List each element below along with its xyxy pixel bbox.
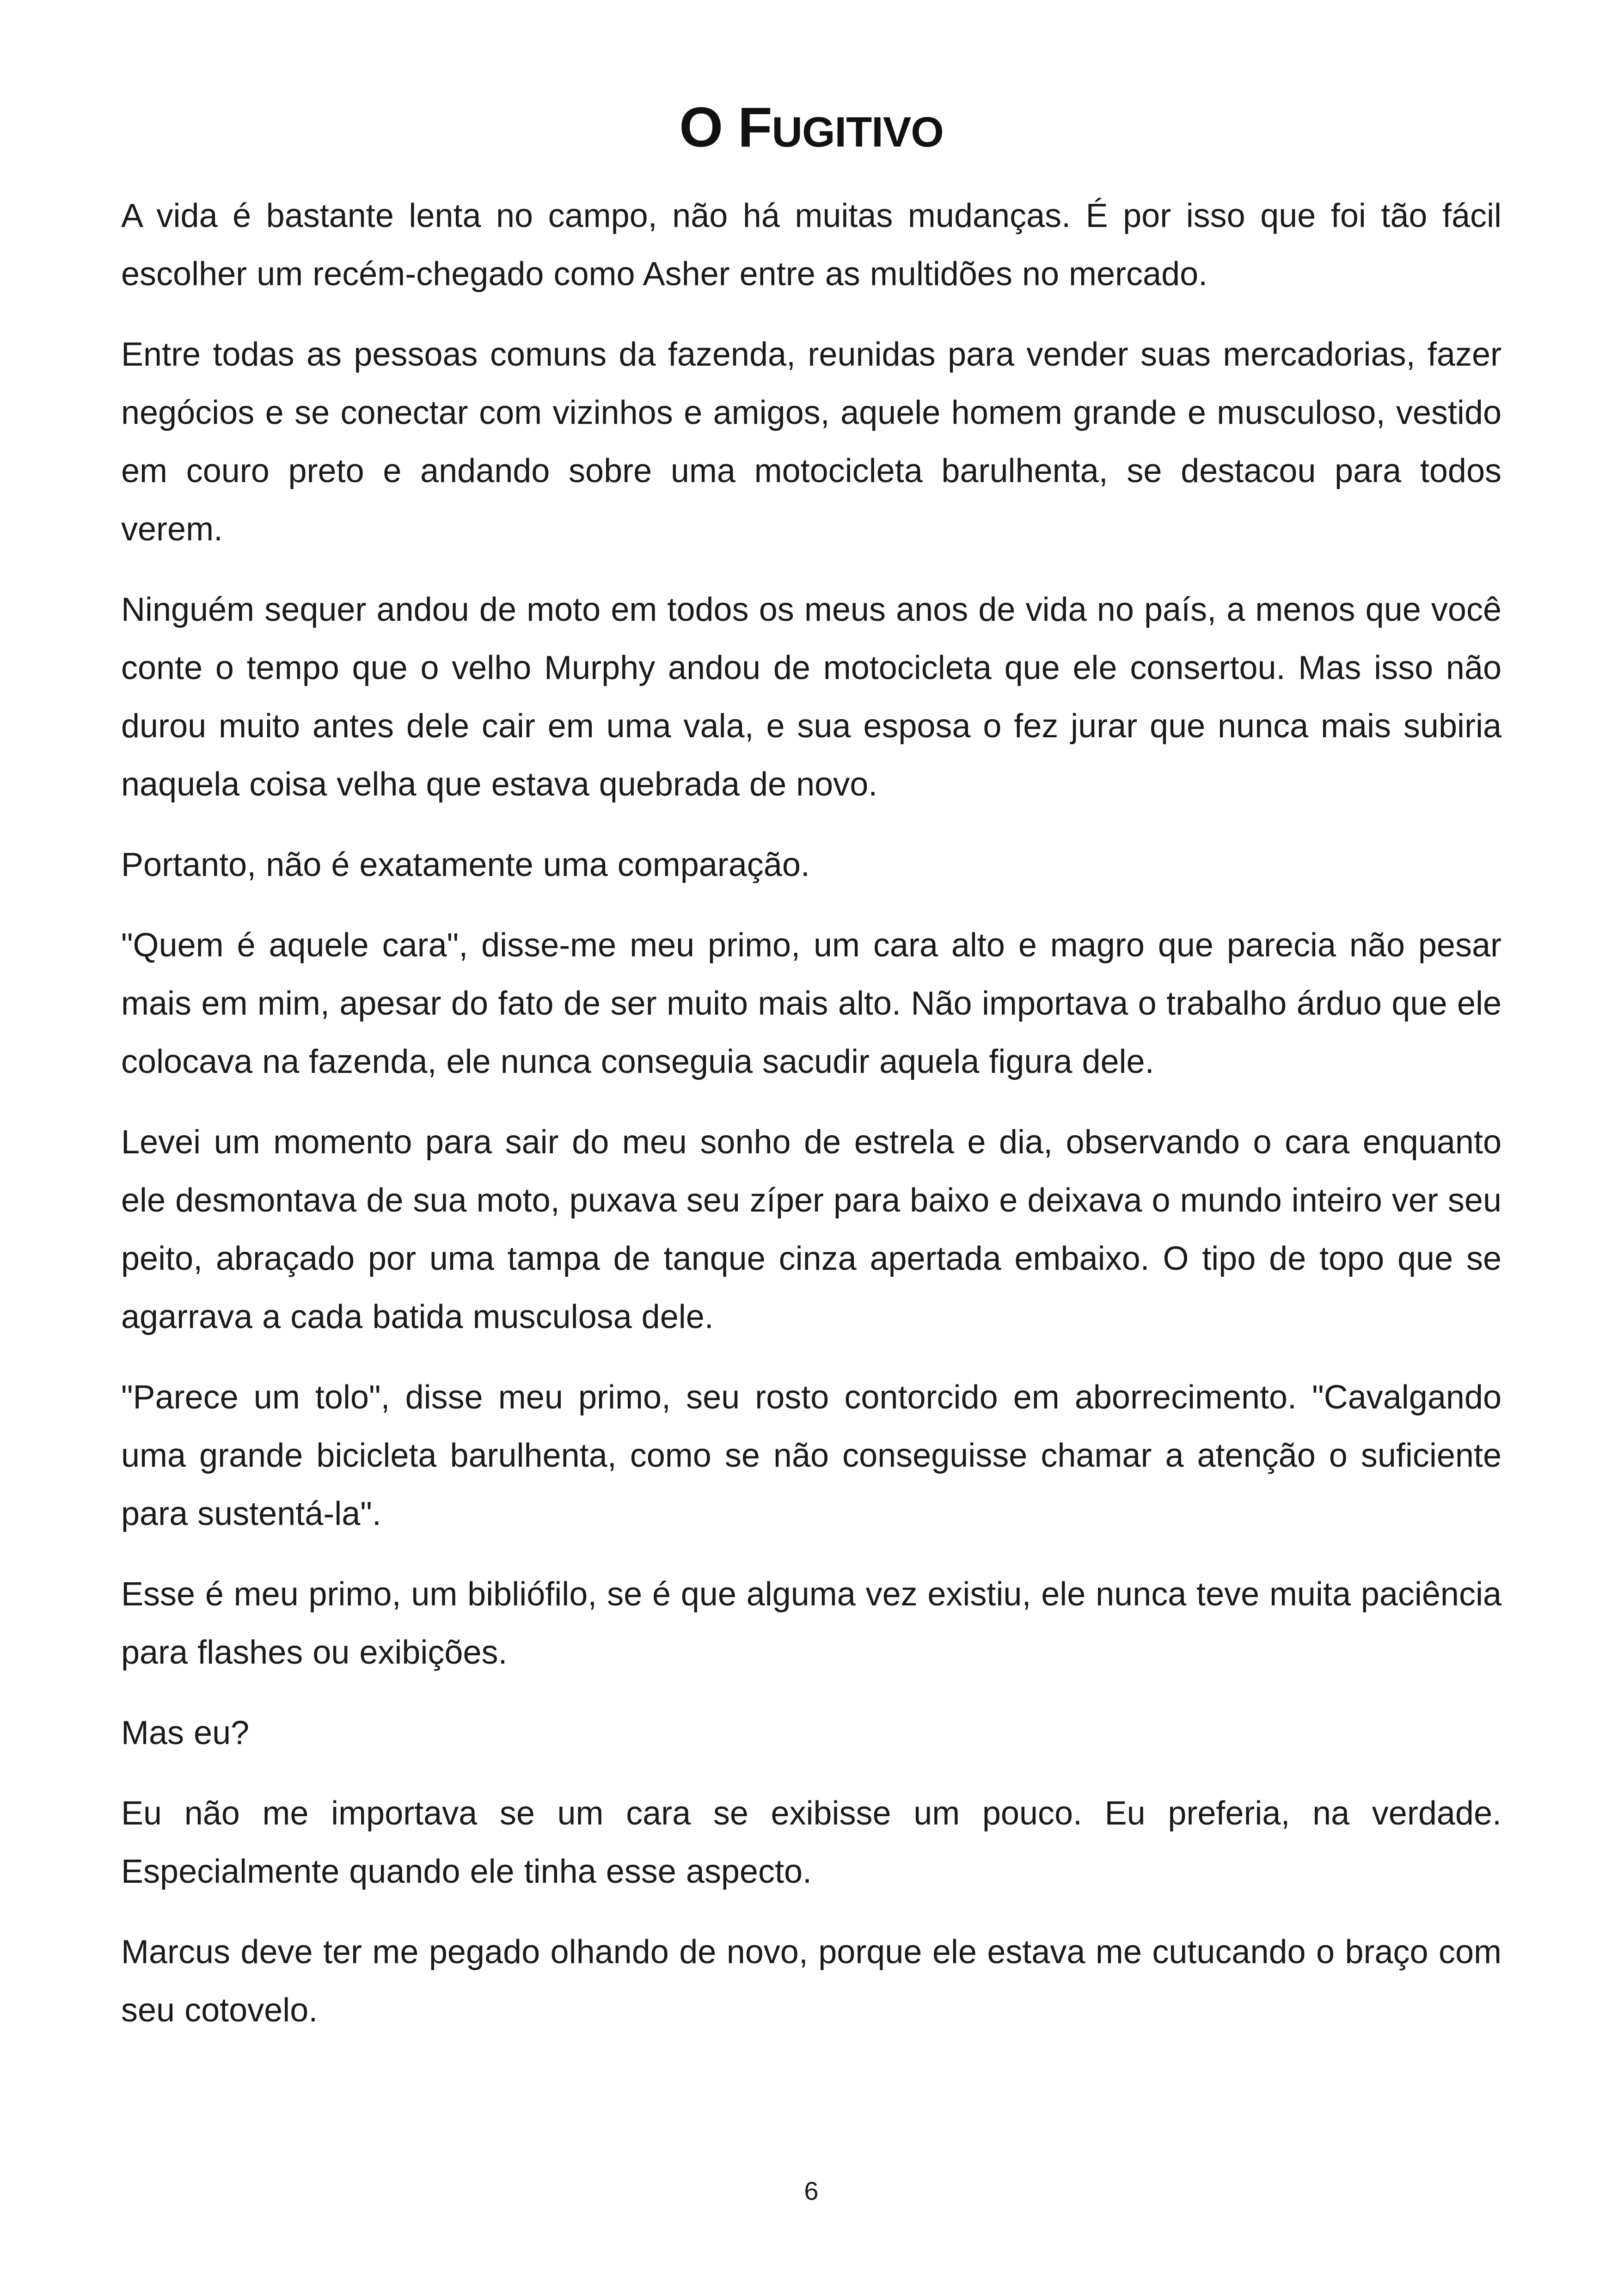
paragraph: Levei um momento para sair do meu sonho de estrela e dia, observando o cara enquanto ele desmontava de sua moto, puxava seu zíper para baixo e deixava o mundo inteiro ver seu peito, abraçado por uma tampa de tanque cinza apertada embaixo. O tipo de topo que se agarrava a cada batida musculosa dele. bbox=[121, 1124, 1502, 1335]
chapter-title-initials: O F bbox=[679, 96, 772, 159]
chapter-title bbox=[121, 0, 1502, 166]
page-number: 6 bbox=[804, 2176, 819, 2205]
paragraph: Marcus deve ter me pegado olhando de novo, porque ele estava me cutucando o braço com seu cotovelo. bbox=[121, 1934, 1502, 2029]
paragraph: "Parece um tolo", disse meu primo, seu rosto contorcido em aborrecimento. "Cavalgando uma grande bicicleta barulhenta, como se não conseguisse chamar a atenção o suficiente para sustentá-la". bbox=[121, 1379, 1502, 1532]
paragraph: Entre todas as pessoas comuns da fazenda, reunidas para vender suas mercadorias, fazer negócios e se conectar com vizinhos e amigos, aquele homem grande e musculoso, vestido em couro preto e andando sobre uma motocicleta barulhenta, se destacou para todos verem. bbox=[121, 336, 1502, 548]
paragraph: "Quem é aquele cara", disse-me meu primo, um cara alto e magro que parecia não pesar mais em mim, apesar do fato de ser muito mais alto. Não importava o trabalho árduo que ele colocava na fazenda, ele nunca conseguia sacudir aquela figura dele. bbox=[121, 927, 1502, 1080]
paragraph: Portanto, não é exatamente uma comparação. bbox=[121, 846, 810, 883]
document-page bbox=[121, 0, 1502, 2296]
paragraph: Ninguém sequer andou de moto em todos os meus anos de vida no país, a menos que você conte o tempo que o velho Murphy andou de motocicleta que ele consertou. Mas isso não durou muito antes dele cair em uma vala, e sua esposa o fez jurar que nunca mais subiria naquela coisa velha que estava quebrada de novo. bbox=[121, 591, 1502, 803]
paragraph: Mas eu? bbox=[121, 1714, 250, 1751]
paragraph: A vida é bastante lenta no campo, não há muitas mudanças. É por isso que foi tão fácil escolher um recém-chegado como Asher entre as multidões no mercado. bbox=[121, 197, 1502, 293]
paragraph: Esse é meu primo, um bibliófilo, se é que alguma vez existiu, ele nunca teve muita paciência para flashes ou exibições. bbox=[121, 1576, 1502, 1671]
body-text bbox=[121, 187, 1502, 2062]
chapter-title-small-caps: UGITIVO bbox=[772, 109, 944, 156]
paragraph: Eu não me importava se um cara se exibisse um pouco. Eu preferia, na verdade. Especialmente quando ele tinha esse aspecto. bbox=[121, 1795, 1502, 1890]
